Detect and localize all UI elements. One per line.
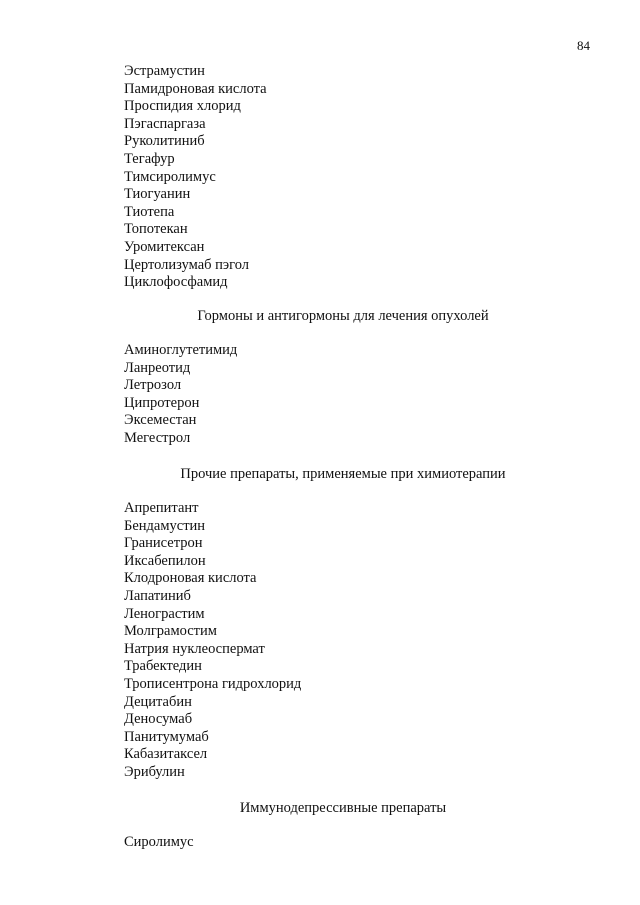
list-item: Тегафур [124,150,175,167]
drug-list-chemotherapy-other [124,500,301,782]
list-item: Руколитиниб [124,133,205,150]
list-item: Тимсиролимус [124,168,216,185]
list-item: Ланреотид [124,359,191,376]
list-item: Тиотепа [124,203,175,220]
list-item: Бендамустин [124,517,206,534]
list-item: Молграмостим [124,623,217,640]
list-item: Тиогуанин [124,186,191,203]
list-item: Децитабин [124,693,192,710]
list-item: Цертолизумаб пэгол [124,256,250,273]
list-item: Натрия нуклеоспермат [124,640,265,657]
drug-list-hormones [124,342,237,448]
list-item: Пэгаспаргаза [124,115,206,132]
drug-list-antineoplastic [124,63,267,292]
list-item: Клодроновая кислота [124,570,257,587]
list-item: Иксабепилон [124,552,206,569]
list-item: Проспидия хлорид [124,98,241,115]
list-item: Лапатиниб [124,587,191,604]
list-item: Трописентрона гидрохлорид [124,675,302,692]
list-item: Уромитексан [124,238,205,255]
list-item: Сиролимус [124,834,194,850]
section-heading: Гормоны и антигормоны для лечения опухолей [197,308,489,324]
list-item: Эстрамустин [124,63,205,79]
list-item: Апрепитант [124,500,199,516]
list-item: Топотекан [124,221,188,238]
list-item: Панитумумаб [124,728,209,745]
page-number: 84 [577,38,590,53]
list-item: Мегестрол [124,429,191,446]
list-item: Эксеместан [124,412,197,429]
list-item: Ленограстим [124,605,205,622]
section-heading: Иммунодепрессивные препараты [239,800,447,816]
drug-list-immunosuppressants [124,834,194,852]
list-item: Аминоглутетимид [124,342,238,358]
list-item: Гранисетрон [124,535,203,552]
list-item: Трабектедин [124,658,202,675]
list-item: Ципротерон [124,394,200,411]
list-item: Памидроновая кислота [124,80,267,97]
list-item: Циклофосфамид [124,274,228,291]
section-heading: Прочие препараты, применяемые при химиотерапии [180,466,506,482]
list-item: Эрибулин [124,763,185,780]
list-item: Летрозол [124,377,182,394]
list-item: Кабазитаксел [124,746,208,763]
list-item: Деносумаб [124,711,193,728]
